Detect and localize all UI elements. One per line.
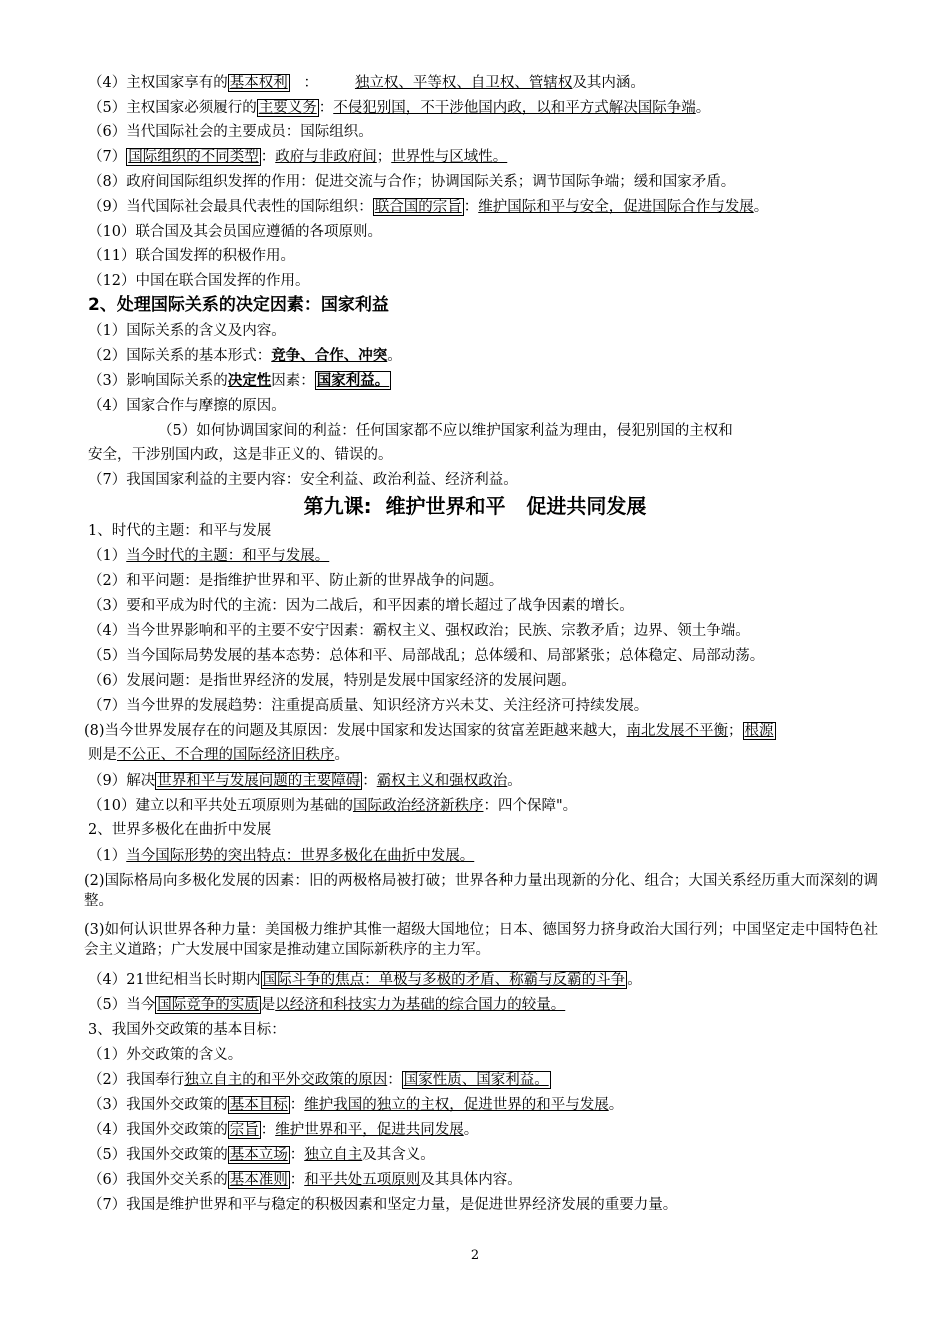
emphasized-text: 联合国的宗旨	[374, 199, 462, 215]
text-segment: (2)国际格局向多极化发展的因素：旧的两极格局被打破；世界各种力量出现新的分化、组合；大国关系经历重大而深刻的调整。	[84, 873, 878, 909]
text-segment: 。	[753, 199, 769, 215]
text-segment: （4）21世纪相当长时期内	[88, 972, 261, 988]
text-segment: （9）解决	[88, 773, 156, 789]
text-line	[88, 970, 878, 990]
text-line	[158, 421, 948, 441]
text-segment: （7）当今世界的发展趋势：注重提高质量、知识经济方兴未艾、关注经济可持续发展。	[88, 698, 649, 714]
emphasized-text: 国家性质、国家利益。	[403, 1072, 549, 1088]
text-segment: ：	[260, 149, 276, 165]
text-line	[88, 1095, 878, 1115]
text-segment: ：	[387, 1072, 402, 1088]
text-line	[88, 1170, 878, 1190]
text-line	[88, 1195, 878, 1215]
text-line	[88, 1120, 878, 1140]
text-segment: （7）我国国家利益的主要内容：安全利益、政治利益、经济利益。	[88, 472, 518, 488]
text-segment: （2）我国奉行	[88, 1072, 185, 1088]
text-segment: （5）当今	[88, 997, 156, 1013]
text-segment: （2）和平问题：是指维护世界和平、防止新的世界战争的问题。	[88, 573, 504, 589]
emphasized-text: 维护国际和平与安全，促进国际合作与发展	[478, 199, 754, 215]
emphasized-text: 世界性与区域性。	[391, 149, 508, 165]
emphasized-text: 维护我国的独立的主权，促进世界的和平与发展	[304, 1097, 609, 1113]
emphasized-text: 基本权利	[229, 75, 288, 91]
emphasized-text: 基本准则	[229, 1172, 288, 1188]
text-segment: 。	[608, 1097, 624, 1113]
text-line	[88, 246, 878, 266]
emphasized-text: 不侵犯别国，不干涉他国内政，以和平方式解决国际争端	[333, 100, 696, 116]
text-segment: （6）当代国际社会的主要成员：国际组织。	[88, 124, 373, 140]
text-line	[88, 596, 878, 616]
emphasized-text: 维护世界和平，促进共同发展	[275, 1122, 464, 1138]
text-segment: （7）	[88, 149, 127, 165]
emphasized-text: 独立自主的和平外交政策的原因	[184, 1072, 388, 1088]
emphasized-text: 竞争、合作、冲突	[271, 347, 388, 364]
text-segment: 3、我国外交政策的基本目标：	[88, 1022, 286, 1038]
text-line	[88, 1045, 878, 1065]
text-segment: (3)如何认识世界各种力量：美国极力维护其惟一超级大国地位；日本、德国努力挤身政治大国行列；中国坚定走中国特色社会主义道路；广大发展中国家是推动建立国际新秩序的主力军。	[84, 922, 878, 958]
text-segment: （2）国际关系的基本形式：	[88, 348, 272, 364]
text-line	[88, 396, 878, 416]
text-segment: （12）中国在联合国发挥的作用。	[88, 273, 310, 289]
text-segment: ；	[376, 149, 392, 165]
text-line	[88, 745, 878, 765]
text-line	[88, 321, 878, 341]
section-heading	[88, 295, 878, 315]
emphasized-text: 国际斗争的焦点：单极与多极的矛盾、称霸与反霸的斗争	[262, 972, 626, 988]
text-segment: 。	[507, 773, 522, 789]
text-line	[88, 470, 878, 490]
emphasized-text: 主要义务	[258, 100, 317, 116]
text-segment: 。	[387, 348, 402, 364]
text-line	[88, 646, 878, 666]
text-line	[88, 172, 878, 192]
text-segment: 2、处理国际关系的决定因素：	[88, 295, 321, 315]
emphasized-text: 国际政治经济新秩序	[352, 798, 484, 814]
emphasized-text: 国际组织的不同类型	[128, 149, 259, 165]
text-segment: ：	[318, 100, 334, 116]
text-line	[88, 197, 878, 217]
text-segment: （6）发展问题：是指世界经济的发展，特别是发展中国家经济的发展问题。	[88, 673, 576, 689]
page-number: 2	[470, 1248, 480, 1263]
text-segment: （7）我国是维护世界和平与稳定的积极因素和坚定力量，是促进世界经济发展的重要力量。	[88, 1197, 678, 1213]
text-segment: 因素：	[271, 373, 315, 389]
text-segment: 安全，干涉别国内政，这是非正义的、错误的。	[88, 447, 393, 463]
text-segment: (8)当今世界发展存在的问题及其原因：发展中国家和发达国家的贫富差距越来越大，	[84, 723, 627, 739]
text-segment: （1）	[88, 548, 127, 564]
text-line	[88, 521, 878, 541]
emphasized-text: 以经济和科技实力为基础的综合国力的较量。	[275, 997, 566, 1013]
text-line	[88, 621, 878, 641]
emphasized-text: 不公正、不合理的国际经济旧秩序	[117, 747, 335, 763]
text-line	[88, 571, 878, 591]
text-line	[88, 1020, 878, 1040]
text-line	[88, 846, 878, 866]
text-line	[88, 1145, 878, 1165]
text-line	[88, 696, 878, 716]
text-line	[88, 73, 878, 93]
text-line	[88, 98, 878, 118]
text-segment: 则是	[88, 747, 117, 763]
text-line	[88, 771, 878, 791]
text-segment: 2、世界多极化在曲折中发展	[88, 822, 272, 838]
emphasized-text: 和平共处五项原则	[304, 1172, 421, 1188]
text-line	[84, 920, 878, 960]
text-segment: 及其内涵。	[572, 75, 645, 91]
text-segment: ：	[289, 1097, 305, 1113]
text-segment: （6）我国外交关系的	[88, 1172, 228, 1188]
text-line	[88, 671, 878, 691]
lesson-title: 第九课: 维护世界和平 促进共同发展	[303, 494, 647, 518]
text-line	[88, 271, 878, 291]
text-segment: （5）主权国家必须履行的	[88, 100, 257, 116]
text-segment: ：	[260, 1122, 276, 1138]
text-segment: 。	[695, 100, 711, 116]
emphasized-text: 基本目标	[229, 1097, 288, 1113]
text-line	[88, 147, 878, 167]
text-line	[88, 222, 878, 242]
text-segment: （1）	[88, 848, 127, 864]
emphasized-text: 独立自主	[304, 1147, 363, 1163]
text-segment: （1）外交政策的含义。	[88, 1047, 243, 1063]
text-segment: （5）如何协调国家间的利益：任何国家都不应以维护国家利益为理由，侵犯别国的主权和	[158, 423, 733, 439]
text-line	[88, 995, 878, 1015]
emphasized-text: 当今时代的主题：和平与发展。	[126, 548, 330, 564]
text-segment: ：	[362, 773, 377, 789]
text-segment: （4）我国外交政策的	[88, 1122, 228, 1138]
text-segment: 是	[260, 997, 276, 1013]
text-segment: ；	[728, 723, 743, 739]
emphasized-text: 独立权、平等权、自卫权、管辖权	[354, 75, 573, 91]
text-line	[88, 371, 878, 391]
text-line	[88, 346, 878, 366]
text-segment: （10）联合国及其会员国应遵循的各项原则。	[88, 224, 382, 240]
emphasized-text: 决定性	[227, 372, 272, 389]
text-segment: 。	[627, 972, 642, 988]
text-segment: （3）我国外交政策的	[88, 1097, 228, 1113]
text-segment: （8）政府间国际组织发挥的作用：促进交流与合作；协调国际关系；调节国际争端；缓和国家矛盾。	[88, 174, 736, 190]
text-segment: 。	[463, 1122, 479, 1138]
emphasized-text: 基本立场	[229, 1147, 288, 1163]
text-segment: ：	[289, 1147, 305, 1163]
text-line	[88, 796, 878, 816]
text-line	[88, 122, 878, 142]
text-line	[88, 1070, 878, 1090]
emphasized-text: 宗旨	[229, 1122, 259, 1138]
emphasized-text: 世界和平与发展问题的主要障碍	[157, 773, 361, 789]
text-segment: 1、时代的主题：和平与发展	[88, 523, 272, 539]
emphasized-text: 国家利益。	[316, 372, 390, 389]
text-segment: ：	[289, 1172, 305, 1188]
emphasized-text: 南北发展不平衡	[626, 723, 729, 739]
text-segment: 。	[334, 747, 349, 763]
text-line	[84, 721, 874, 741]
text-segment: ：	[289, 75, 355, 91]
text-segment: （1）国际关系的含义及内容。	[88, 323, 286, 339]
text-segment: （10）建立以和平共处五项原则为基础的	[88, 798, 353, 814]
text-segment: （4）主权国家享有的	[88, 75, 228, 91]
text-segment: （3）要和平成为时代的主流：因为二战后，和平因素的增长超过了战争因素的增长。	[88, 598, 634, 614]
text-line	[84, 871, 878, 911]
text-segment: （5）我国外交政策的	[88, 1147, 228, 1163]
emphasized-text: 国际竞争的实质	[157, 997, 259, 1013]
emphasized-text: 霸权主义和强权政治	[376, 773, 508, 789]
text-segment: ：	[463, 199, 479, 215]
emphasized-text: 当今国际形势的突出特点：世界多极化在曲折中发展。	[126, 848, 475, 864]
emphasized-text: 根源	[744, 723, 774, 739]
text-segment: （9）当代国际社会最具代表性的国际组织：	[88, 199, 373, 215]
text-segment: （3）影响国际关系的	[88, 373, 228, 389]
text-segment: （5）当今国际局势发展的基本态势：总体和平、局部战乱；总体缓和、局部紧张；总体稳定、局部动荡。	[88, 648, 765, 664]
text-segment: 及其具体内容。	[420, 1172, 522, 1188]
text-line	[88, 445, 878, 465]
emphasized-text: 国家利益	[320, 295, 389, 315]
text-segment: ：四个保障"。	[483, 798, 578, 814]
text-segment: 及其含义。	[362, 1147, 435, 1163]
text-segment: （4）国家合作与摩擦的原因。	[88, 398, 286, 414]
text-line	[88, 820, 878, 840]
text-line	[88, 546, 878, 566]
text-segment: （11）联合国发挥的积极作用。	[88, 248, 295, 264]
text-segment: （4）当今世界影响和平的主要不安宁因素：霸权主义、强权政治；民族、宗教矛盾；边界、领土争端。	[88, 623, 750, 639]
emphasized-text: 政府与非政府间	[275, 149, 377, 165]
